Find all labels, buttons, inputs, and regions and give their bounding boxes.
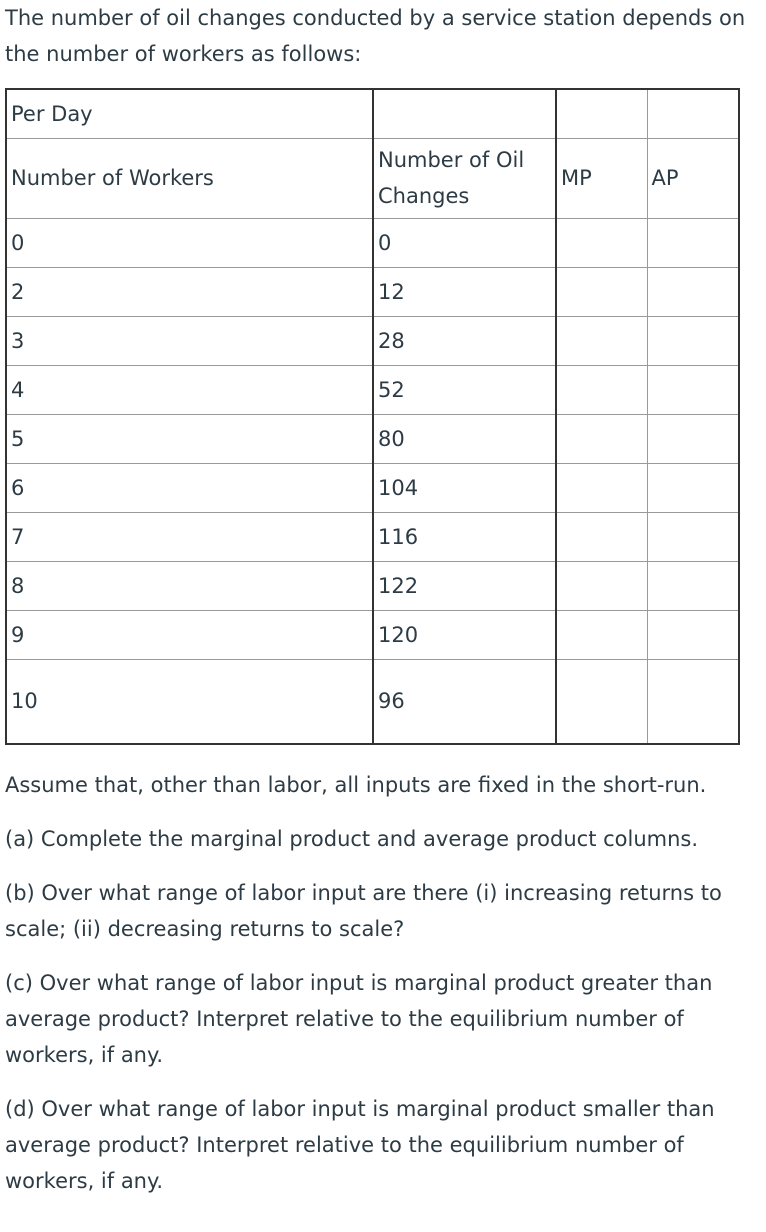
workers-cell: 5	[6, 414, 373, 463]
oil-changes-table	[5, 88, 740, 745]
empty-cell	[647, 89, 739, 138]
mp-cell	[556, 610, 647, 659]
mp-cell	[556, 659, 647, 744]
empty-cell	[373, 89, 556, 138]
oil-changes-cell: 122	[373, 561, 556, 610]
oil-changes-cell: 28	[373, 316, 556, 365]
mp-cell	[556, 267, 647, 316]
workers-cell: 9	[6, 610, 373, 659]
ap-cell	[647, 267, 739, 316]
mp-cell	[556, 218, 647, 267]
table-title-row	[6, 89, 739, 138]
table-title: Per Day	[6, 89, 373, 138]
workers-cell: 6	[6, 463, 373, 512]
workers-cell: 3	[6, 316, 373, 365]
question-a: (a) Complete the marginal product and average product columns.	[5, 827, 699, 851]
mp-cell	[556, 365, 647, 414]
mp-cell	[556, 316, 647, 365]
question-d: (d) Over what range of labor input is marginal product smaller than average product? Interpret relative to the equilibrium number of workers, if any.	[5, 1097, 715, 1193]
ap-cell	[647, 365, 739, 414]
ap-cell	[647, 463, 739, 512]
table-row	[6, 610, 739, 659]
ap-cell	[647, 659, 739, 744]
question-b: (b) Over what range of labor input are there (i) increasing returns to scale; (ii) decreasing returns to scale?	[5, 881, 722, 941]
question-c: (c) Over what range of labor input is marginal product greater than average product? Interpret relative to the equilibrium number of workers, if any.	[5, 971, 713, 1067]
ap-cell	[647, 512, 739, 561]
table-header-row	[6, 138, 739, 218]
workers-cell: 4	[6, 365, 373, 414]
table-row	[6, 659, 739, 744]
workers-cell: 10	[6, 659, 373, 744]
oil-changes-cell: 52	[373, 365, 556, 414]
workers-cell: 8	[6, 561, 373, 610]
mp-cell	[556, 512, 647, 561]
header-workers: Number of Workers	[6, 138, 373, 218]
mp-cell	[556, 414, 647, 463]
workers-cell: 7	[6, 512, 373, 561]
table-row	[6, 463, 739, 512]
oil-changes-cell: 116	[373, 512, 556, 561]
intro-text: The number of oil changes conducted by a service station depends on the number of workers as follows:	[5, 6, 746, 66]
table-row	[6, 414, 739, 463]
mp-cell	[556, 561, 647, 610]
workers-cell: 0	[6, 218, 373, 267]
oil-changes-cell: 104	[373, 463, 556, 512]
ap-cell	[647, 316, 739, 365]
table-row	[6, 218, 739, 267]
table-row	[6, 365, 739, 414]
ap-cell	[647, 218, 739, 267]
oil-changes-cell: 0	[373, 218, 556, 267]
table-row	[6, 512, 739, 561]
table-row	[6, 561, 739, 610]
table-row	[6, 267, 739, 316]
assumption-text: Assume that, other than labor, all inputs are fixed in the short-run.	[5, 773, 707, 797]
header-mp: MP	[556, 138, 647, 218]
table-row	[6, 316, 739, 365]
mp-cell	[556, 463, 647, 512]
oil-changes-cell: 12	[373, 267, 556, 316]
empty-cell	[556, 89, 647, 138]
ap-cell	[647, 414, 739, 463]
header-ap: AP	[647, 138, 739, 218]
oil-changes-cell: 96	[373, 659, 556, 744]
oil-changes-cell: 80	[373, 414, 556, 463]
ap-cell	[647, 561, 739, 610]
header-oil-changes: Number of Oil Changes	[373, 138, 556, 218]
oil-changes-cell: 120	[373, 610, 556, 659]
workers-cell: 2	[6, 267, 373, 316]
ap-cell	[647, 610, 739, 659]
